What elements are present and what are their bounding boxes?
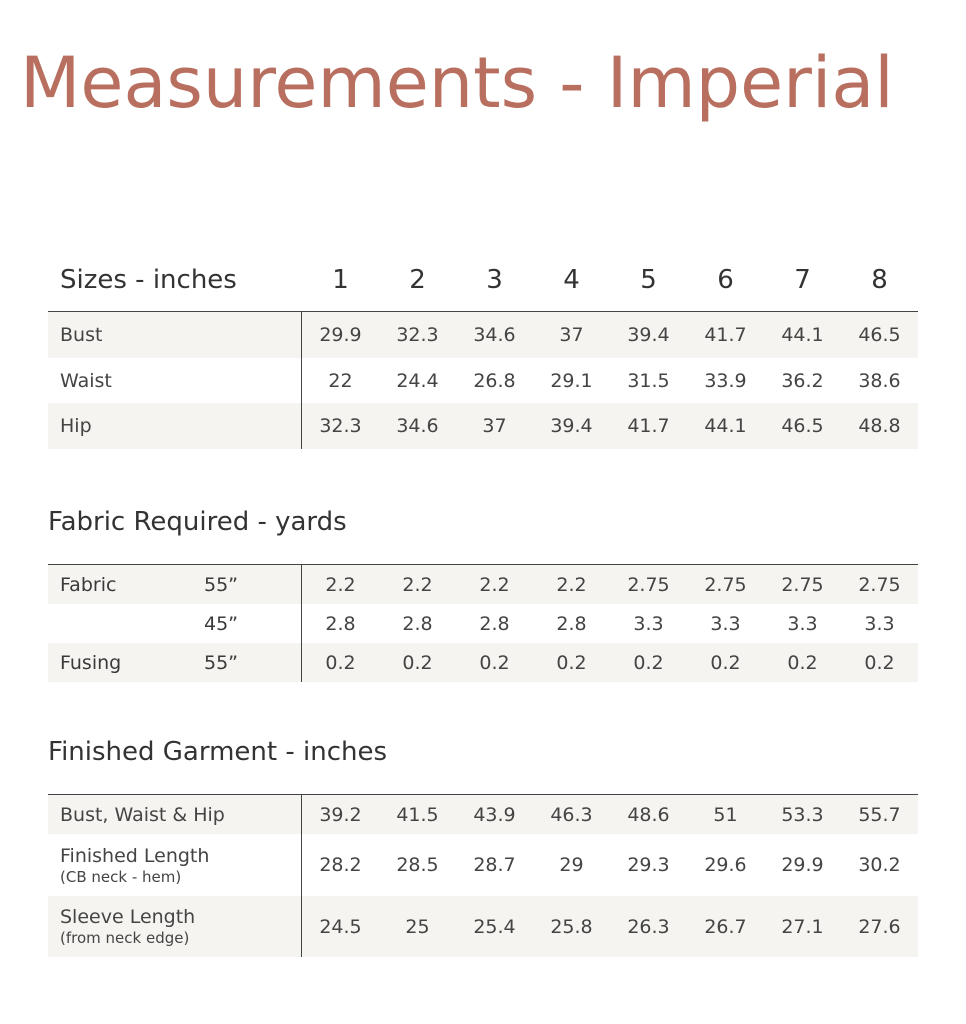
fabric-width-label: 55” — [204, 651, 239, 674]
values-group — [301, 604, 918, 643]
row-label — [48, 795, 301, 834]
table-cell: 37 — [559, 324, 584, 346]
table-cell: 28.5 — [396, 854, 439, 876]
row-label-note: (from neck edge) — [60, 929, 190, 947]
table-cell: 25.4 — [473, 915, 516, 938]
table-cell: 41.7 — [704, 324, 747, 346]
table-cell: 2.2 — [325, 573, 356, 596]
table-cell: 44.1 — [704, 415, 747, 437]
values-group — [301, 358, 918, 403]
size-numbers — [302, 265, 918, 295]
table-cell: 2.8 — [325, 612, 356, 635]
table-cell: 51 — [713, 803, 738, 826]
table-cell: 2.8 — [556, 612, 587, 635]
table-cell: 44.1 — [781, 324, 824, 346]
row-label: Hip — [60, 415, 92, 437]
row-label-text: Finished Length — [60, 844, 210, 867]
fabric-heading: Fabric Required - yards — [48, 507, 347, 537]
table-cell: 0.2 — [479, 651, 510, 674]
table-cell: 2.75 — [858, 573, 901, 596]
table-cell: 2.2 — [556, 573, 587, 596]
values-group — [301, 896, 918, 957]
table-cell: 55.7 — [858, 803, 901, 826]
page-title: Measurements - Imperial — [20, 42, 894, 124]
table-cell: 2.75 — [781, 573, 824, 596]
table-row — [48, 834, 918, 896]
table-cell: 39.4 — [627, 324, 670, 346]
table-cell: 33.9 — [704, 369, 747, 392]
size-number-header: 4 — [563, 265, 580, 295]
table-cell: 24.4 — [396, 369, 439, 392]
table-cell: 29.3 — [627, 854, 670, 876]
table-cell: 2.75 — [704, 573, 747, 596]
table-cell: 32.3 — [319, 415, 362, 437]
fabric-type-label: Fabric — [60, 573, 117, 596]
table-row — [48, 312, 918, 358]
size-number-header: 6 — [717, 265, 734, 295]
size-number-header: 7 — [794, 265, 811, 295]
table-cell: 28.7 — [473, 854, 516, 876]
table-cell: 31.5 — [627, 369, 670, 392]
table-cell: 27.6 — [858, 915, 901, 938]
size-number-header: 5 — [640, 265, 657, 295]
table-cell: 2.8 — [402, 612, 433, 635]
table-cell: 46.5 — [781, 415, 824, 437]
table-cell: 2.2 — [402, 573, 433, 596]
table-row — [48, 795, 918, 834]
row-label — [48, 613, 301, 635]
table-cell: 29.6 — [704, 854, 747, 876]
size-number-header: 3 — [486, 265, 503, 295]
row-label — [48, 652, 301, 674]
garment-header — [48, 722, 918, 782]
table-cell: 43.9 — [473, 803, 516, 826]
table-cell: 24.5 — [319, 915, 362, 938]
table-cell: 26.3 — [627, 915, 670, 938]
values-group — [301, 312, 918, 358]
table-cell: 0.2 — [633, 651, 664, 674]
values-group — [301, 834, 918, 896]
table-row — [48, 403, 918, 449]
table-cell: 27.1 — [781, 915, 824, 938]
table-cell: 29.1 — [550, 369, 593, 392]
values-group — [301, 565, 918, 604]
sizes-header — [48, 250, 918, 310]
values-group — [301, 795, 918, 834]
garment-heading: Finished Garment - inches — [48, 737, 388, 767]
table-cell: 48.6 — [627, 803, 670, 826]
table-cell: 2.2 — [479, 573, 510, 596]
table-cell: 25 — [405, 915, 430, 938]
row-label — [48, 834, 301, 896]
table-cell: 29 — [559, 854, 584, 876]
table-cell: 36.2 — [781, 369, 824, 392]
table-cell: 53.3 — [781, 803, 824, 826]
table-cell: 0.2 — [787, 651, 818, 674]
table-row — [48, 358, 918, 403]
table-cell: 3.3 — [787, 612, 818, 635]
table-cell: 41.5 — [396, 803, 439, 826]
table-cell: 3.3 — [710, 612, 741, 635]
row-label-text: Bust, Waist & Hip — [60, 803, 225, 826]
table-cell: 30.2 — [858, 854, 901, 876]
fabric-header — [48, 492, 918, 552]
table-cell: 28.2 — [319, 854, 362, 876]
table-row — [48, 604, 918, 643]
table-cell: 0.2 — [325, 651, 356, 674]
table-cell: 3.3 — [633, 612, 664, 635]
table-cell: 46.3 — [550, 803, 593, 826]
table-cell: 25.8 — [550, 915, 593, 938]
table-cell: 34.6 — [473, 324, 516, 346]
table-cell: 39.2 — [319, 803, 362, 826]
table-cell: 38.6 — [858, 369, 901, 392]
size-number-header: 8 — [871, 265, 888, 295]
table-cell: 0.2 — [710, 651, 741, 674]
table-cell: 2.8 — [479, 612, 510, 635]
table-row — [48, 643, 918, 682]
table-cell: 48.8 — [858, 415, 901, 437]
table-cell: 3.3 — [864, 612, 895, 635]
values-group — [301, 403, 918, 449]
table-cell: 37 — [482, 415, 507, 437]
table-cell: 26.7 — [704, 915, 747, 938]
row-label — [48, 896, 301, 957]
table-cell: 29.9 — [319, 324, 362, 346]
row-label: Bust — [60, 324, 103, 346]
table-cell: 2.75 — [627, 573, 670, 596]
table-cell: 29.9 — [781, 854, 824, 876]
table-cell: 0.2 — [864, 651, 895, 674]
table-cell: 46.5 — [858, 324, 901, 346]
fabric-width-label: 45” — [204, 612, 239, 635]
row-label — [48, 574, 301, 596]
sizes-heading: Sizes - inches — [60, 265, 237, 295]
table-row — [48, 896, 918, 957]
finished-garment-table — [48, 794, 918, 957]
size-number-header: 1 — [332, 265, 349, 295]
table-cell: 34.6 — [396, 415, 439, 437]
table-cell: 41.7 — [627, 415, 670, 437]
fabric-type-label: Fusing — [60, 651, 122, 674]
table-cell: 22 — [328, 369, 353, 392]
table-cell: 0.2 — [556, 651, 587, 674]
table-cell: 32.3 — [396, 324, 439, 346]
fabric-width-label: 55” — [204, 573, 239, 596]
row-label-note: (CB neck - hem) — [60, 867, 182, 886]
row-label: Waist — [60, 369, 112, 392]
row-label-text: Sleeve Length — [60, 906, 196, 928]
values-group — [301, 643, 918, 682]
size-number-header: 2 — [409, 265, 426, 295]
table-cell: 26.8 — [473, 369, 516, 392]
fabric-required-table — [48, 564, 918, 682]
table-cell: 39.4 — [550, 415, 593, 437]
body-measurements-table — [48, 311, 918, 449]
table-cell: 0.2 — [402, 651, 433, 674]
table-row — [48, 565, 918, 604]
